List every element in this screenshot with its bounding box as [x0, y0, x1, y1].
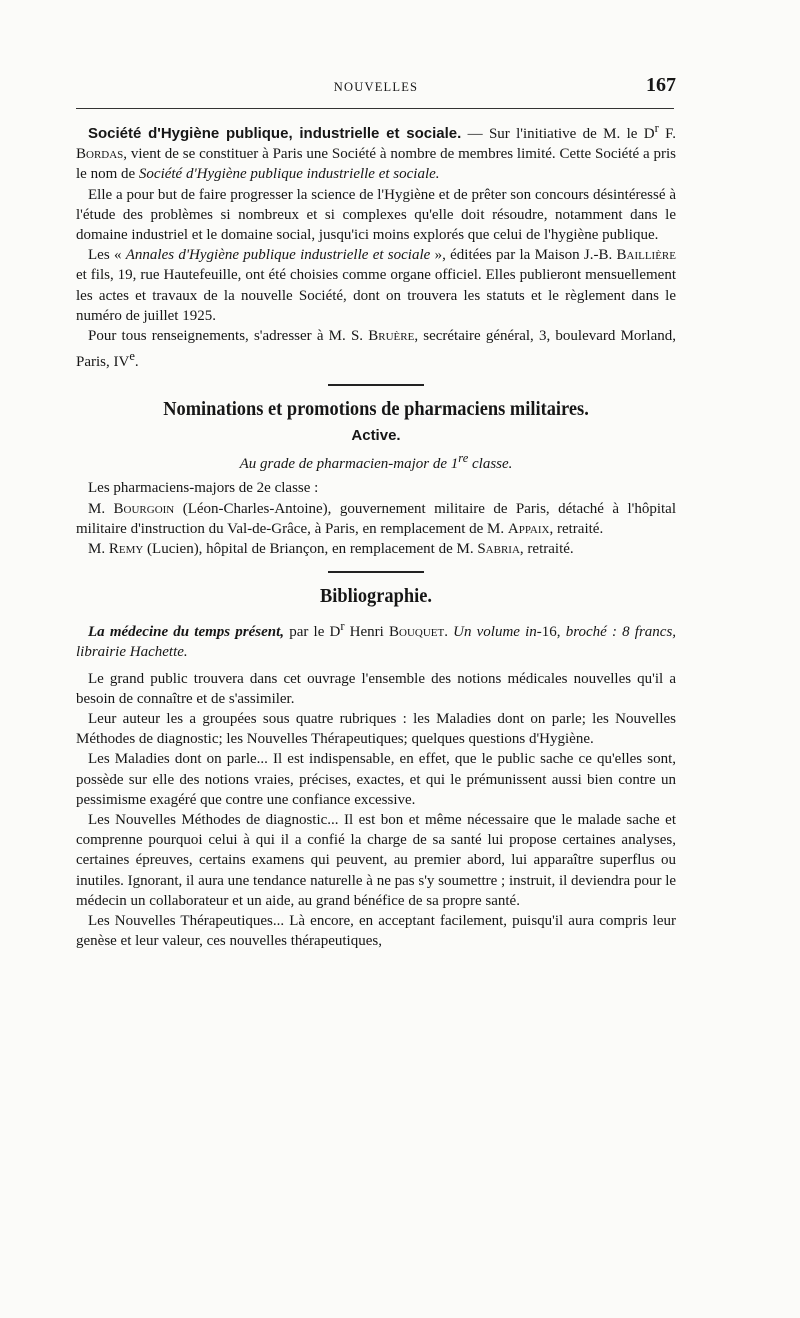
name-remy: Remy [108, 541, 144, 558]
societe-paragraph-4 [76, 326, 676, 372]
name-bruere: Bruère [368, 328, 415, 345]
name-bouquet: Bouquet [389, 624, 445, 641]
ref-sup: r [340, 619, 345, 634]
header-rule [76, 108, 674, 109]
societe-p3-text: Les « [88, 247, 126, 264]
societe-intro-text-2: F. [658, 126, 676, 142]
name-bailliere: Baillière [616, 247, 676, 264]
societe-paragraph-2: Elle a pour but de faire progresser la science de l'Hygiène et de prêter son concours désintéressé à l'étude des problèmes si nombreux et si complexes qu'elle doit résoudre, notamment dans le domaine industriel et le domaine social, jusqu'ici moins explorés que celui de l'hygiène publique. [76, 186, 676, 244]
ref-format: Un volume in- [453, 624, 542, 641]
annales-title: Annales d'Hygiène publique industrielle et sociale [125, 247, 431, 264]
book-reference [76, 616, 676, 662]
running-head: NOUVELLES [333, 80, 419, 94]
ref-price: broché : 8 francs, librairie Hachette. [76, 624, 677, 661]
entry-text: M. [88, 500, 114, 517]
grade-sup: re [458, 451, 469, 466]
societe-intro-text-3: , vient de se constituer à Paris une Société à nombre de membres limité. Cette Société a pris le nom de [76, 146, 676, 183]
societe-p4-text-3: . [134, 354, 139, 371]
societe-p4-sup: e [129, 349, 135, 364]
societe-title: Société d'Hygiène publique, industrielle et sociale. [88, 125, 462, 142]
biblio-paragraph-4: Les Nouvelles Méthodes de diagnostic... Il est bon et même nécessaire que le malade sache et comprenne pourquoi celui à qui il a confié la charge de sa santé lui propose certaines analyses, certaines épreuves, certains examens qui peuvent, au premier abord, lui apparaître superflus ou inutiles. Ignorant, il aura une tendance naturelle à ne pas s'y soumettre ; instruit, il deviendra pour le médecin un collaborateur et un aide, au grand bénéfice de sa propre santé. [76, 812, 677, 909]
entry-text-3: , retraité. [519, 541, 574, 558]
nomination-entry-bourgoin [76, 499, 676, 539]
societe-intro-sup: r [654, 121, 659, 135]
name-bourgoin: Bourgoin [113, 500, 175, 517]
name-appaix: Appaix [507, 520, 550, 537]
societe-paragraph-3 [76, 245, 676, 326]
societe-section [76, 118, 676, 372]
grade-text-2: classe. [468, 456, 513, 473]
ref-text: par le D [284, 624, 341, 641]
biblio-paragraph-5: Les Nouvelles Thérapeutiques... Là encore, en acceptant facilement, puisqu'il aura compris leur genèse et leur valeur, ces nouvelles thérapeutiques, [76, 913, 676, 950]
section-divider [328, 571, 424, 573]
grade-text: Au grade de pharmacien-major de 1 [239, 456, 459, 473]
entry-text: M. [88, 541, 109, 558]
societe-p4-text-2: , secrétaire général, 3, boulevard Morland, Paris, IV [76, 328, 676, 371]
nominations-heading: Nominations et promotions de pharmaciens militaires. [163, 398, 589, 421]
bibliographie-section [76, 585, 676, 951]
entry-text-2: (Léon-Charles-Antoine), gouvernement militaire de Paris, détaché à l'hôpital militaire d'instruction du Val-de-Grâce, à Paris, en remplacement de M. [76, 500, 676, 537]
biblio-paragraph-2: Leur auteur les a groupées sous quatre rubriques : les Maladies dont on parle; les Nouvelles Méthodes de diagnostic; les Nouvelles Thérapeutiques; quelques questions d'Hygiène. [76, 711, 676, 748]
nominations-intro: Les pharmaciens-majors de 2e classe : [88, 480, 319, 497]
name-sabria: Sabria [477, 541, 520, 558]
entry-text-3: , retraité. [549, 520, 604, 537]
bibliographie-heading: Bibliographie. [320, 585, 432, 608]
book-title: La médecine du temps présent, [88, 624, 285, 641]
page-content [76, 118, 676, 952]
societe-p3-text-3: et fils, 19, rue Hautefeuille, ont été choisies comme organe officiel. Elles publieront mensuellement les actes et travaux de la nouvelle Société, dont on trouvera les statuts et le règlement dans le numéro de juillet 1925. [76, 267, 676, 324]
nominations-section [76, 398, 676, 559]
active-subheading: Active. [351, 427, 401, 445]
ref-text-3: . [444, 624, 454, 641]
ref-format-number: 16, [541, 624, 566, 641]
biblio-paragraph-1: Le grand public trouvera dans cet ouvrage l'ensemble des notions médicales nouvelles qu'il a besoin de connaître et de s'assimiler. [76, 670, 676, 707]
societe-p4-text: Pour tous renseignements, s'adresser à M. S. [88, 328, 369, 345]
societe-p3-text-2: », éditées par la Maison J.-B. [430, 247, 617, 264]
societe-paragraph-1 [76, 118, 676, 185]
ref-text-2: Henri [344, 624, 389, 641]
biblio-paragraph-3: Les Maladies dont on parle... Il est indispensable, en effet, que le public sache ce qu'elles sont, possède sur elle des notions vraies, précises, exactes, et qui le prémunissent aussi bien contre un pessimisme exagéré que contre une confiance excessive. [76, 751, 676, 808]
entry-text-2: (Lucien), hôpital de Briançon, en remplacement de M. [143, 541, 478, 558]
page-header [76, 74, 676, 104]
grade-subheading [76, 448, 676, 474]
page-number: 167 [646, 74, 676, 96]
societe-intro-text: — Sur l'initiative de M. le D [461, 126, 655, 142]
nomination-entry-remy [76, 539, 676, 559]
societe-name-italic: Société d'Hygiène publique industrielle et sociale. [138, 166, 440, 183]
section-divider [328, 384, 424, 386]
name-bordas: Bordas [76, 146, 124, 163]
